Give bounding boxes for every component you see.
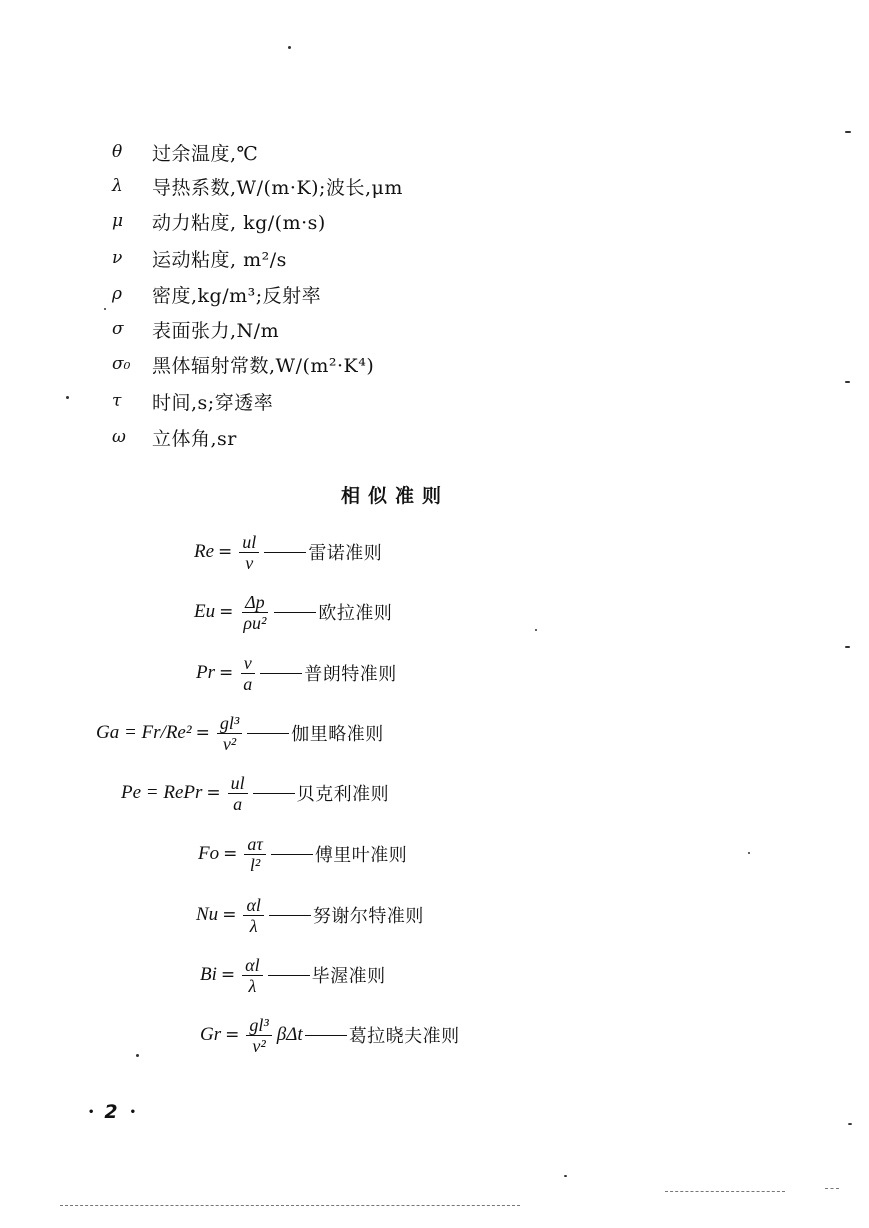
formula-name: 傅里叶准则 xyxy=(314,845,408,866)
section-title: 相似准则 xyxy=(340,485,449,507)
em-dash xyxy=(269,915,311,916)
numerator: aτ xyxy=(244,834,265,855)
formula-lhs: Pe = RePr xyxy=(121,782,203,803)
symbol: θ xyxy=(112,142,123,162)
formula-prandtl xyxy=(196,648,397,698)
em-dash xyxy=(260,673,302,674)
em-dash xyxy=(247,733,289,734)
numerator: ν xyxy=(241,653,255,674)
fraction xyxy=(242,955,262,996)
numerator: gl³ xyxy=(217,713,242,734)
fraction xyxy=(244,834,265,875)
scan-edge-line xyxy=(665,1191,785,1192)
formula-biot xyxy=(200,950,386,1000)
formula-name: 欧拉准则 xyxy=(318,603,393,624)
formula-tail: βΔt xyxy=(276,1024,303,1045)
fraction xyxy=(240,653,255,694)
numerator: αl xyxy=(243,895,263,916)
formula-reynolds xyxy=(194,527,382,577)
scan-speck xyxy=(535,629,537,631)
scan-speck xyxy=(845,381,850,383)
page-number-text: 2 xyxy=(104,1101,118,1123)
symbol-description: 导热系数,W/(m·K);波长,μm xyxy=(152,176,403,199)
formula-euler xyxy=(194,587,392,637)
denominator: ρu² xyxy=(243,612,267,633)
formula-name: 葛拉晓夫准则 xyxy=(348,1026,460,1047)
denominator: a xyxy=(233,793,243,814)
scan-speck xyxy=(848,1123,852,1125)
symbol: σ₀ xyxy=(112,354,131,374)
em-dash xyxy=(274,612,316,613)
denominator: λ xyxy=(249,915,258,936)
scan-speck xyxy=(845,131,851,133)
symbol-row-rho xyxy=(112,279,321,309)
symbol: τ xyxy=(112,391,122,411)
symbol-row-sigma0 xyxy=(112,349,374,379)
formula-name: 雷诺准则 xyxy=(308,543,383,564)
formula-name: 贝克利准则 xyxy=(296,784,390,805)
scan-speck xyxy=(136,1054,139,1057)
equals-sign: = xyxy=(218,542,233,562)
fraction xyxy=(239,532,259,573)
equals-sign: = xyxy=(220,965,236,985)
symbol-description: 运动粘度, m²/s xyxy=(152,248,287,271)
denominator: λ xyxy=(248,975,257,996)
equals-sign: = xyxy=(225,1025,240,1045)
numerator: αl xyxy=(242,955,262,976)
em-dash xyxy=(264,552,306,553)
em-dash xyxy=(305,1035,347,1036)
symbol-row-tau xyxy=(112,386,273,416)
symbol-row-omega xyxy=(112,422,237,452)
symbol-row-sigma xyxy=(112,314,279,344)
symbol: σ xyxy=(112,319,124,339)
formula-lhs: Fo xyxy=(198,843,220,864)
fraction xyxy=(228,773,248,814)
formula-name: 毕渥准则 xyxy=(311,966,386,987)
symbol-row-lambda xyxy=(112,171,403,201)
symbol: λ xyxy=(112,176,123,196)
formula-lhs: Re xyxy=(194,541,215,562)
formula-name: 普朗特准则 xyxy=(304,664,397,685)
formula-galileo xyxy=(96,708,384,758)
formula-lhs: Bi xyxy=(200,964,217,985)
numerator: ul xyxy=(228,773,248,794)
symbol: ω xyxy=(112,427,126,447)
scan-speck xyxy=(66,396,69,399)
bullet-dot-left: • xyxy=(88,1107,95,1118)
symbol-row-nu xyxy=(112,243,287,273)
equals-sign: = xyxy=(206,783,221,803)
formula-name: 伽里略准则 xyxy=(291,724,384,745)
denominator: l² xyxy=(249,854,261,875)
em-dash xyxy=(268,975,310,976)
formula-name: 努谢尔特准则 xyxy=(312,906,424,927)
equals-sign: = xyxy=(219,663,234,683)
fraction xyxy=(246,1015,271,1056)
em-dash xyxy=(253,793,295,794)
numerator: Δp xyxy=(242,592,268,613)
em-dash xyxy=(271,854,313,855)
numerator: gl³ xyxy=(246,1015,271,1036)
symbol-description: 密度,kg/m³;反射率 xyxy=(152,284,322,307)
symbol-description: 动力粘度, kg/(m·s) xyxy=(152,211,326,234)
scan-speck xyxy=(288,46,291,49)
denominator: ν xyxy=(245,552,254,573)
symbol: ν xyxy=(112,248,123,268)
scan-speck xyxy=(104,308,106,310)
fraction xyxy=(240,592,269,633)
symbol-row-mu xyxy=(112,206,326,236)
formula-lhs: Nu xyxy=(196,904,219,925)
equals-sign: = xyxy=(223,844,238,864)
formula-lhs: Eu xyxy=(194,601,216,622)
equals-sign: = xyxy=(219,602,234,622)
formula-lhs: Gr xyxy=(200,1024,222,1045)
scan-speck xyxy=(845,646,850,648)
bullet-dot-right: • xyxy=(129,1107,137,1118)
equals-sign: = xyxy=(222,905,237,925)
denominator: ν² xyxy=(222,733,237,754)
denominator: ν² xyxy=(252,1035,266,1056)
scan-speck xyxy=(748,852,750,854)
symbol: μ xyxy=(112,211,124,231)
scan-speck xyxy=(564,1175,567,1177)
symbol-description: 黑体辐射常数,W/(m²·K⁴) xyxy=(152,354,375,377)
symbol-description: 过余温度,℃ xyxy=(152,142,259,165)
symbol: ρ xyxy=(112,284,122,304)
formula-grashof xyxy=(200,1010,460,1060)
denominator: a xyxy=(243,673,253,694)
formula-lhs: Ga = Fr/Re² xyxy=(96,722,192,743)
equals-sign: = xyxy=(195,723,210,743)
numerator: ul xyxy=(239,532,259,553)
scan-edge-line xyxy=(825,1188,839,1189)
symbol-row-theta xyxy=(112,137,258,167)
symbol-description: 立体角,sr xyxy=(152,427,237,450)
formula-nusselt xyxy=(196,890,424,940)
fraction xyxy=(217,713,242,754)
fraction xyxy=(243,895,263,936)
formula-fourier xyxy=(198,829,407,879)
formula-lhs: Pr xyxy=(196,662,215,683)
formula-peclet xyxy=(121,768,389,818)
symbol-description: 表面张力,N/m xyxy=(152,319,280,342)
page-number xyxy=(88,1101,136,1123)
scan-edge-line xyxy=(60,1205,520,1206)
symbol-description: 时间,s;穿透率 xyxy=(152,391,274,414)
